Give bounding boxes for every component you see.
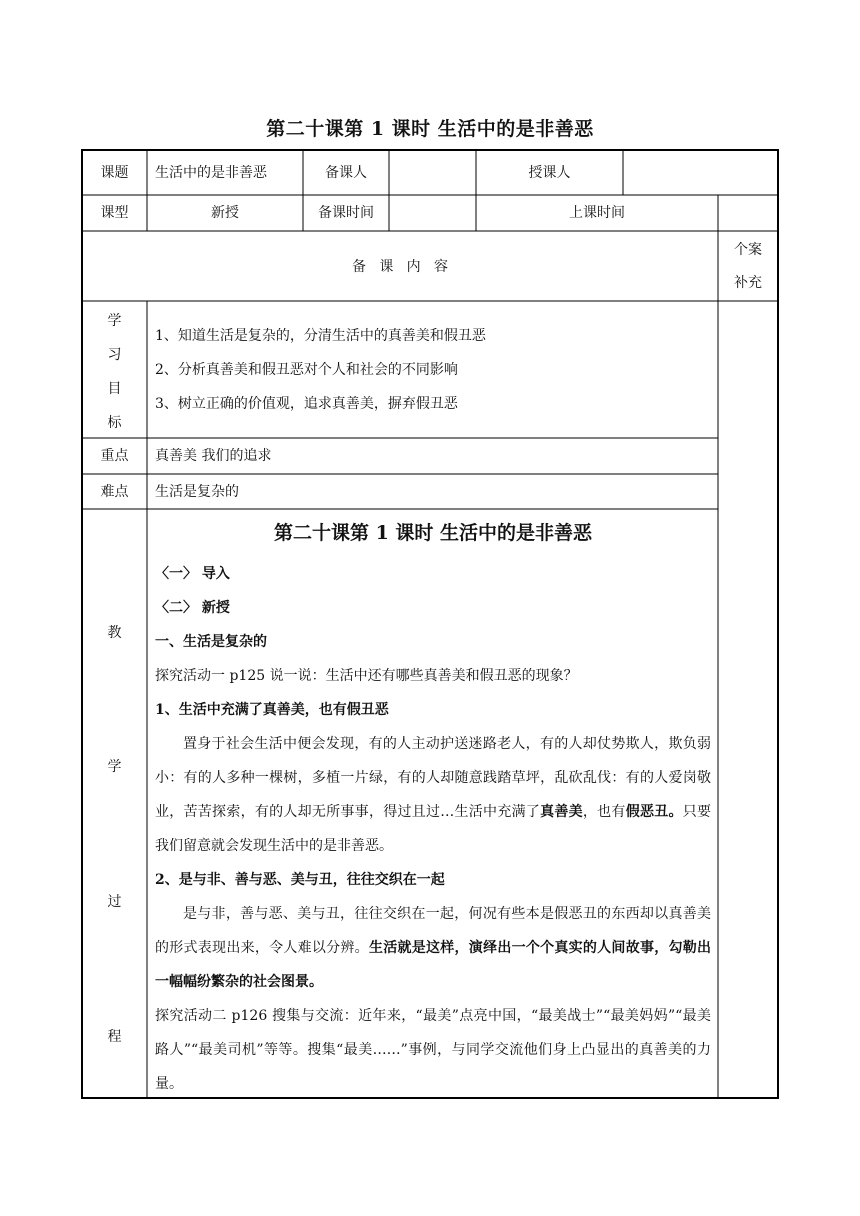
- activity1-text: 探究活动一 p125 说一说：生活中还有哪些真善美和假丑恶的现象？: [155, 668, 578, 684]
- key-point-label: 重点: [100, 448, 129, 464]
- objectives-label-char: 标: [107, 415, 122, 431]
- process-label-char: 程: [107, 1029, 122, 1045]
- content-header-label: 备 课 内 容: [351, 259, 449, 275]
- page-title: 第二十课第 1 课时 生活中的是非善恶: [266, 118, 594, 140]
- teaching-process-content: [155, 515, 711, 1101]
- objective-item: 3、树立正确的价值观，追求真善美，摒弃假丑恶: [155, 396, 458, 412]
- point2-paragraph: [155, 897, 711, 999]
- difficulty-label: 难点: [100, 484, 129, 500]
- objectives-list: [155, 319, 486, 421]
- activity2-text: 探究活动二 p126 搜集与交流：近年来，“最美”点亮中国，“最美战士”“最美妈妈”“最美路人”“最美司机”等等。搜集“最美……”事例，与同学交流他们身上凸显出的真善美的力量。: [155, 1008, 711, 1092]
- process-label-char: 过: [107, 894, 122, 910]
- new-lesson-heading: 〈二〉 新授: [155, 600, 230, 616]
- point1-paragraph: [155, 727, 711, 863]
- objectives-label-char: 学: [107, 313, 122, 329]
- para1-emphasis: 假恶丑。: [625, 804, 683, 820]
- process-heading: 第二十课第 1 课时 生活中的是非善恶: [273, 522, 593, 544]
- point2-title: 2、是与非、善与恶、美与丑，往往交织在一起: [155, 872, 445, 888]
- objectives-label-char: 习: [107, 347, 122, 363]
- preparer-label: 备课人: [325, 165, 367, 181]
- para1-text: ，也有: [582, 804, 626, 820]
- topic-value: 生活中的是非善恶: [155, 165, 267, 181]
- difficulty-value: 生活是复杂的: [155, 484, 239, 500]
- class-time-label: 上课时间: [569, 205, 625, 221]
- objective-item: 2、分析真善美和假丑恶对个人和社会的不同影响: [155, 362, 458, 378]
- side-note-label-line2: 补充: [734, 275, 762, 291]
- lesson-type-label: 课型: [100, 205, 129, 221]
- teacher-label: 授课人: [528, 165, 571, 181]
- intro-heading: 〈一〉 导入: [155, 566, 230, 582]
- para1-text: 只要我们留意就会发现生活中的是非善恶。: [155, 804, 712, 854]
- process-label-char: 学: [107, 759, 122, 775]
- point1-title: 1、生活中充满了真善美，也有假丑恶: [155, 702, 389, 718]
- para1-emphasis: 真善美: [540, 804, 583, 820]
- topic-label: 课题: [100, 165, 129, 181]
- prep-time-label: 备课时间: [318, 205, 374, 221]
- process-label-char: 教: [107, 625, 122, 641]
- section1-title: 一、生活是复杂的: [155, 634, 267, 650]
- para1-text: 置身于社会生活中便会发现，有的人主动护送迷路老人，有的人却仗势欺人，欺负弱小：有的人多种一棵树，多植一片绿，有的人却随意践踏草坪，乱砍乱伐：有的人爱岗敬业，苦苦探索，有的人却无所事事，得过且过…生活中充满了: [155, 736, 711, 820]
- para2-text: 是与非，善与恶、美与丑，往往交织在一起，何况有些本是假恶丑的东西却以真善美的形式表现出来，令人难以分辨。: [155, 906, 711, 956]
- objectives-label-char: 目: [107, 381, 122, 397]
- lesson-type-value: 新授: [211, 205, 239, 221]
- objective-item: 1、知道生活是复杂的，分清生活中的真善美和假丑恶: [155, 328, 486, 344]
- side-note-label-line1: 个案: [734, 242, 762, 258]
- key-point-value: 真善美 我们的追求: [155, 448, 272, 464]
- para2-emphasis: 生活就是这样，演绎出一个个真实的人间故事，勾勒出一幅幅纷繁杂的社会图景。: [155, 940, 712, 990]
